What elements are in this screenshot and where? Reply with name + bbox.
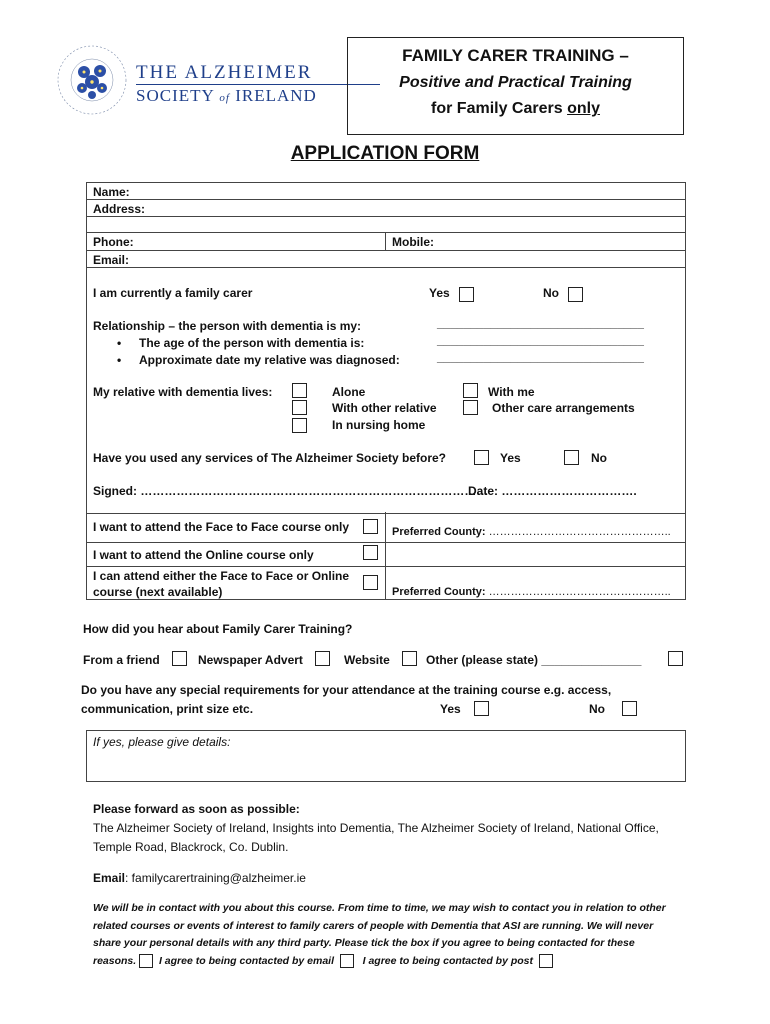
bullet-dot: • — [117, 353, 122, 367]
relationship-blank[interactable]: _______________________________ — [437, 316, 644, 330]
mobile-field[interactable]: Mobile: — [392, 235, 434, 249]
audience-line: for Family Carers only — [431, 100, 600, 117]
form-title: APPLICATION FORM — [290, 143, 480, 164]
special-yes-label: Yes — [440, 702, 461, 716]
carer-no-checkbox[interactable] — [568, 287, 583, 302]
bullet-dot: • — [117, 336, 122, 350]
signature-field[interactable]: Signed: …………………………………………………………………………… — [93, 484, 489, 498]
services-no-checkbox[interactable] — [564, 450, 579, 465]
either-checkbox[interactable] — [363, 575, 378, 590]
special-req-line2: communication, print size etc. — [81, 702, 254, 716]
with-other-relative-label: With other relative — [332, 401, 437, 415]
special-req-line1: Do you have any special requirements for your attendance at the training course e.g. access, — [81, 683, 612, 697]
online-label: I want to attend the Online course only — [93, 548, 314, 562]
course-title: FAMILY CARER TRAINING – — [402, 46, 629, 65]
contact-email: Email: familycarertraining@alzheimer.ie — [93, 871, 306, 885]
forward-heading: Please forward as soon as possible: — [93, 802, 300, 816]
carer-yes-label: Yes — [429, 286, 450, 300]
website-label: Website — [344, 653, 390, 667]
hear-question: How did you hear about Family Carer Training? — [83, 622, 353, 636]
consent-checkbox[interactable] — [139, 954, 153, 968]
services-yes-checkbox[interactable] — [474, 450, 489, 465]
carer-no-label: No — [543, 286, 559, 300]
other-care-label: Other care arrangements — [492, 401, 635, 415]
course-subtitle: Positive and Practical Training — [399, 74, 632, 91]
other-label[interactable]: Other (please state) _______________ — [426, 653, 642, 667]
newspaper-label: Newspaper Advert — [198, 653, 303, 667]
other-checkbox[interactable] — [668, 651, 683, 666]
society-logo — [56, 44, 331, 122]
age-label: The age of the person with dementia is: — [139, 336, 365, 350]
address-field[interactable]: Address: — [93, 202, 146, 216]
special-no-checkbox[interactable] — [622, 701, 637, 716]
services-yes-label: Yes — [500, 451, 521, 465]
face-to-face-label: I want to attend the Face to Face course only — [93, 520, 350, 534]
relationship-label: Relationship – the person with dementia is my: — [93, 319, 362, 333]
preferred-county-face[interactable]: Preferred County: ………………………………………….. — [392, 526, 671, 538]
newspaper-checkbox[interactable] — [315, 651, 330, 666]
online-checkbox[interactable] — [363, 545, 378, 560]
name-field[interactable]: Name: — [93, 185, 130, 199]
title-box — [347, 37, 684, 135]
from-friend-label: From a friend — [83, 653, 160, 667]
alone-label: Alone — [332, 385, 366, 399]
website-checkbox[interactable] — [402, 651, 417, 666]
forward-address-line2: Temple Road, Blackrock, Co. Dublin. — [93, 840, 289, 854]
diagnosis-label: Approximate date my relative was diagnosed: — [139, 353, 400, 367]
with-me-checkbox[interactable] — [463, 383, 478, 398]
nursing-home-checkbox[interactable] — [292, 418, 307, 433]
logo-line1: THE ALZHEIMER — [136, 62, 313, 83]
face-to-face-checkbox[interactable] — [363, 519, 378, 534]
with-me-label: With me — [488, 385, 535, 399]
preferred-county-either[interactable]: Preferred County: ………………………………………….. — [392, 586, 671, 598]
details-placeholder: If yes, please give details: — [93, 735, 231, 749]
services-no-label: No — [591, 451, 607, 465]
special-no-label: No — [589, 702, 605, 716]
email-field[interactable]: Email: — [93, 253, 130, 267]
age-blank[interactable]: _______________________________ — [437, 333, 644, 347]
consent-text: We will be in contact with you about this course. From time to time, we may wish to contact you in relation to other related courses or events of interest to family carers of people with Dementia that ASI are running. We will never share your personal details with any third party. Please tick the box if you agree to being contacted for these reasons. I agree to being contacted by email I agree to being contacted by post — [93, 902, 666, 967]
forget-me-not-emblem-icon — [56, 44, 128, 116]
family-carer-question: I am currently a family carer — [93, 286, 253, 300]
diagnosis-blank[interactable]: _______________________________ — [437, 350, 644, 364]
with-other-relative-checkbox[interactable] — [292, 400, 307, 415]
nursing-home-label: In nursing home — [332, 418, 426, 432]
from-friend-checkbox[interactable] — [172, 651, 187, 666]
either-label-line1: I can attend either the Face to Face or Online — [93, 569, 350, 583]
alone-checkbox[interactable] — [292, 383, 307, 398]
other-care-checkbox[interactable] — [463, 400, 478, 415]
carer-yes-checkbox[interactable] — [459, 287, 474, 302]
lives-label: My relative with dementia lives: — [93, 385, 273, 399]
details-textarea[interactable] — [86, 730, 686, 782]
agree-post-checkbox[interactable] — [539, 954, 553, 968]
logo-line2: SOCIETY of IRELAND — [136, 86, 317, 105]
special-yes-checkbox[interactable] — [474, 701, 489, 716]
phone-field[interactable]: Phone: — [93, 235, 134, 249]
either-label-line2: course (next available) — [93, 585, 223, 599]
agree-email-checkbox[interactable] — [340, 954, 354, 968]
date-field[interactable]: Date: ……………………………. — [468, 484, 637, 498]
forward-address-line1: The Alzheimer Society of Ireland, Insights into Dementia, The Alzheimer Society of Ireland, National Office, — [93, 821, 659, 835]
services-question: Have you used any services of The Alzheimer Society before? — [93, 451, 447, 465]
